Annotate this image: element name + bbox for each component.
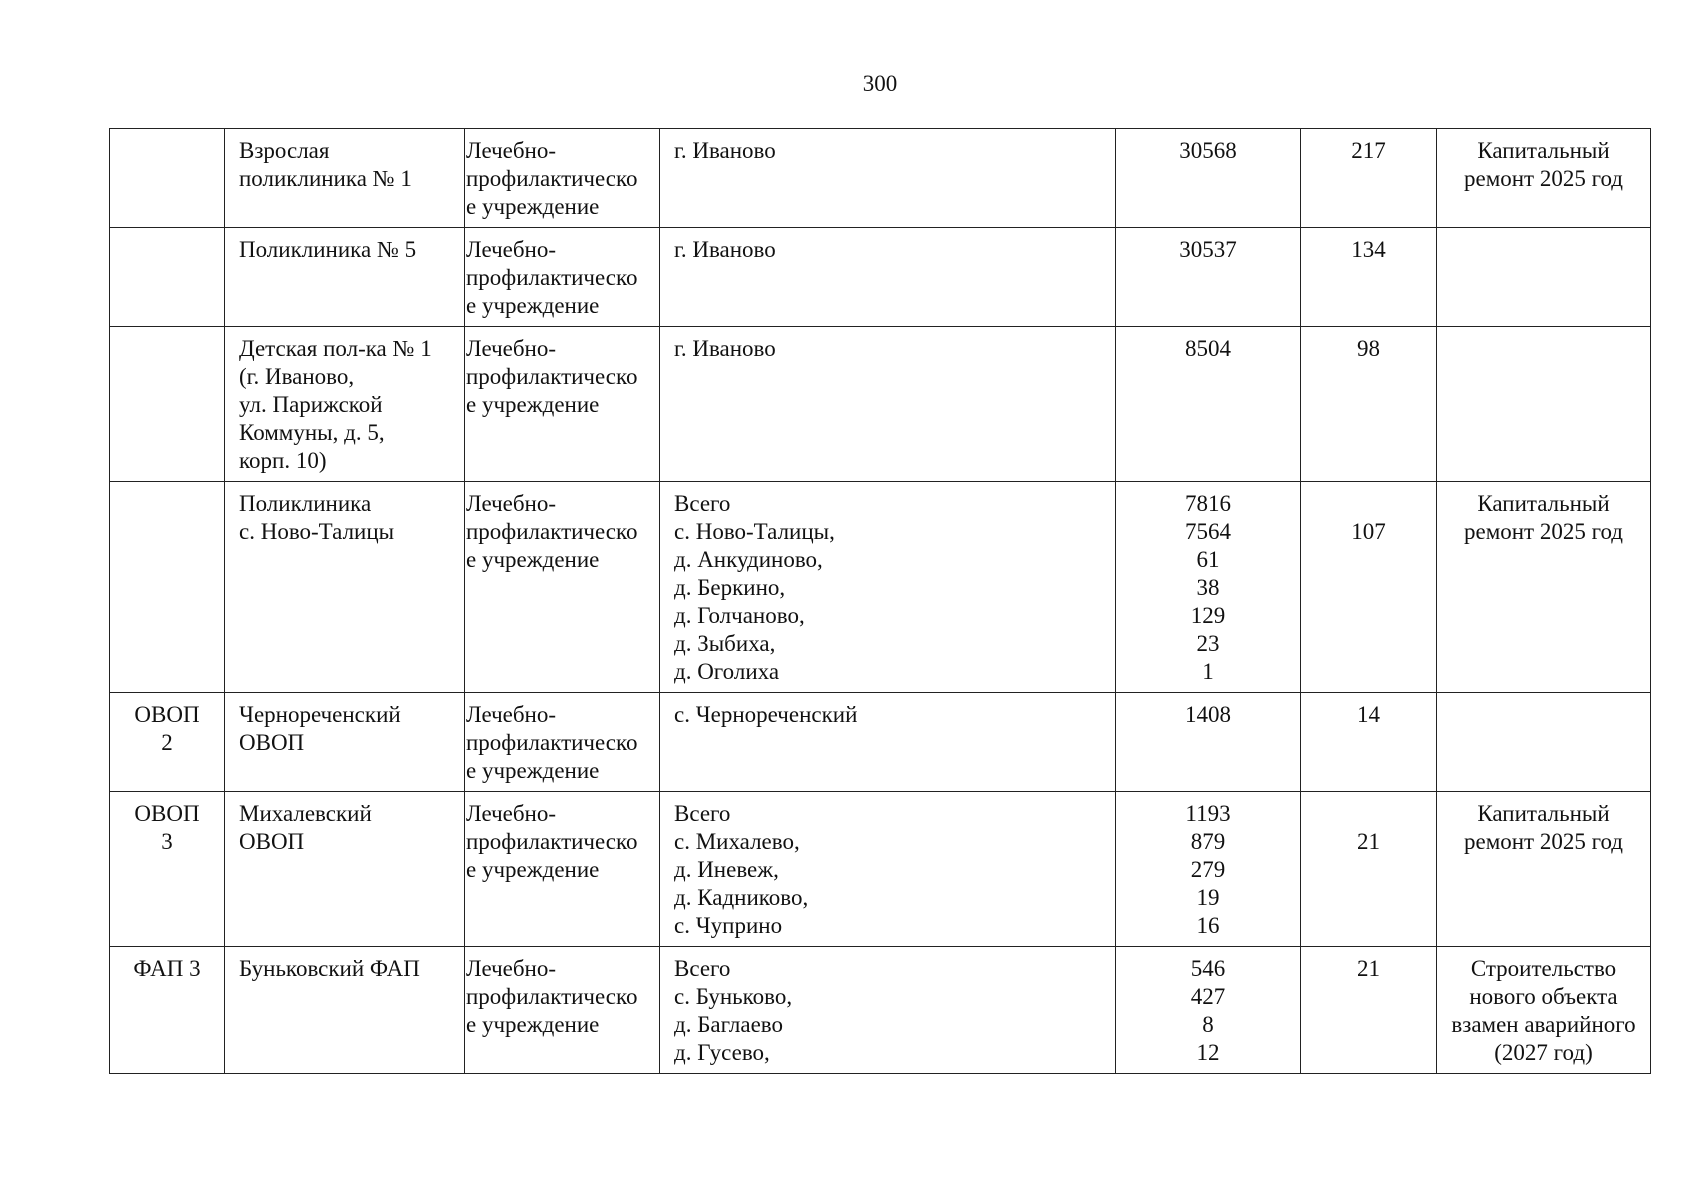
cell-facility-type-line: профилактическо [466,166,638,191]
cell-note-line: ремонт 2025 год [1463,166,1624,191]
cell-note-line: нового объекта [1469,984,1618,1009]
cell-capacity [1301,693,1437,792]
cell-population [1116,792,1301,947]
cell-facility-type-line: профилактическо [466,730,638,755]
cell-code-line: ОВОП [134,702,200,727]
cell-note [1437,482,1651,693]
cell-capacity-line: 21 [1357,829,1380,854]
cell-note-line: Строительство [1470,956,1617,981]
cell-capacity [1301,947,1437,1074]
cell-facility-name-line: Поликлиника [239,491,372,516]
cell-note-line: ремонт 2025 год [1463,829,1624,854]
cell-facility-name-line: корп. 10) [239,448,327,473]
cell-population-line: 12 [1196,1040,1220,1065]
cell-population-line: 427 [1190,984,1226,1009]
cell-capacity [1301,482,1437,693]
cell-note [1437,693,1651,792]
cell-facility-type [465,482,660,693]
cell-facility-name-line: Взрослая [239,138,330,163]
cell-facility-type-line: Лечебно- [466,702,557,727]
cell-population-line: 16 [1196,913,1220,938]
cell-population [1116,228,1301,327]
cell-locations-line: д. Зыбиха, [674,631,776,656]
cell-capacity [1301,228,1437,327]
cell-facility-type [465,129,660,228]
cell-code-line: ОВОП [134,801,200,826]
cell-population [1116,129,1301,228]
cell-facility-type [465,228,660,327]
cell-note-line: (2027 год) [1494,1040,1593,1065]
cell-facility-name [225,482,465,693]
cell-code [110,482,225,693]
cell-locations-line: с. Чуприно [674,913,783,938]
cell-facility-type-line: Лечебно- [466,237,557,262]
cell-locations-line: с. Чернореченский [674,702,858,727]
cell-locations-line: д. Беркино, [674,575,786,600]
cell-capacity-line: 217 [1351,138,1386,163]
cell-population-line: 30537 [1179,237,1237,262]
cell-population-line: 7564 [1185,519,1231,544]
cell-note-line: Капитальный [1477,491,1610,516]
cell-note-line: взамен аварийного [1451,1012,1636,1037]
cell-locations-line: д. Гусево, [674,1040,770,1065]
cell-facility-type-line: е учреждение [466,1012,600,1037]
cell-facility-type-line: профилактическо [466,265,638,290]
cell-population-line: 129 [1190,603,1226,628]
cell-locations-line: Всего [674,956,731,981]
cell-capacity-line: 107 [1351,519,1386,544]
cell-locations-line: г. Иваново [674,237,776,262]
cell-facility-name [225,792,465,947]
cell-population [1116,482,1301,693]
cell-facility-type [465,327,660,482]
cell-locations-line: д. Анкудиново, [674,547,823,572]
cell-note [1437,129,1651,228]
table-row [110,228,1651,327]
cell-locations-line: Всего [674,801,731,826]
cell-code [110,129,225,228]
cell-population-line: 19 [1196,885,1220,910]
cell-population-line: 546 [1190,956,1226,981]
cell-facility-type-line: Лечебно- [466,336,557,361]
cell-locations-line: г. Иваново [674,336,776,361]
cell-facility-name [225,947,465,1074]
cell-facility-name-line: Чернореченский [239,702,401,727]
cell-capacity-line: 21 [1357,956,1380,981]
cell-code [110,327,225,482]
cell-facility-type-line: Лечебно- [466,801,557,826]
cell-facility-name [225,129,465,228]
cell-facility-name-line: с. Ново-Талицы [239,519,395,544]
cell-facility-name-line: (г. Иваново, [239,364,355,389]
cell-facility-name-line: Буньковский ФАП [239,956,420,981]
table-row [110,693,1651,792]
cell-facility-name-line: ОВОП [239,829,305,854]
cell-capacity [1301,792,1437,947]
cell-facility-name-line: ОВОП [239,730,305,755]
cell-locations-line: с. Ново-Талицы, [674,519,835,544]
cell-facility-name [225,693,465,792]
table-row [110,947,1651,1074]
cell-facility-name [225,327,465,482]
table-body [110,129,1651,1074]
cell-facility-type-line: профилактическо [466,829,638,854]
cell-population-line: 8 [1202,1012,1214,1037]
cell-note-line: Капитальный [1477,801,1610,826]
cell-locations [660,129,1116,228]
cell-note [1437,792,1651,947]
cell-population-line: 279 [1190,857,1226,882]
cell-facility-name-line: поликлиника № 1 [239,166,412,191]
cell-facility-name [225,228,465,327]
cell-capacity-line: 14 [1357,702,1380,727]
cell-population-line: 38 [1196,575,1220,600]
cell-facility-type [465,693,660,792]
cell-population-line: 1 [1202,659,1214,684]
cell-population-line: 30568 [1179,138,1237,163]
cell-note [1437,327,1651,482]
cell-population-line: 23 [1196,631,1220,656]
cell-note [1437,228,1651,327]
page-number: 300 [862,71,898,96]
cell-facility-type-line: е учреждение [466,857,600,882]
cell-facility-type-line: профилактическо [466,519,638,544]
cell-locations [660,792,1116,947]
cell-locations [660,228,1116,327]
cell-facility-type-line: е учреждение [466,547,600,572]
cell-facility-type-line: профилактическо [466,984,638,1009]
cell-capacity [1301,129,1437,228]
cell-locations-line: с. Михалево, [674,829,800,854]
cell-locations-line: с. Буньково, [674,984,793,1009]
cell-population [1116,693,1301,792]
cell-code [110,693,225,792]
cell-code-line: 2 [161,730,173,755]
cell-code-line: 3 [161,829,173,854]
cell-note-line: Капитальный [1477,138,1610,163]
cell-facility-type-line: е учреждение [466,194,600,219]
cell-capacity-line: 134 [1351,237,1386,262]
cell-capacity-line: 98 [1357,336,1380,361]
cell-locations-line: д. Голчаново, [674,603,805,628]
cell-code [110,947,225,1074]
cell-capacity-line [1307,490,1430,518]
cell-population-line: 61 [1196,547,1220,572]
cell-facility-type-line: Лечебно- [466,138,557,163]
cell-capacity-line [1307,800,1430,828]
cell-facility-type-line: профилактическо [466,364,638,389]
cell-facility-type-line: Лечебно- [466,491,557,516]
cell-locations-line: д. Кадниково, [674,885,809,910]
cell-population-line: 879 [1190,829,1226,854]
cell-facility-name-line: Коммуны, д. 5, [239,420,385,445]
table-row [110,482,1651,693]
cell-locations [660,947,1116,1074]
table-row [110,129,1651,228]
cell-note [1437,947,1651,1074]
cell-capacity [1301,327,1437,482]
cell-facility-name-line: Поликлиника № 5 [239,237,417,262]
cell-facility-name-line: Михалевский [239,801,372,826]
table-row [110,327,1651,482]
cell-code [110,792,225,947]
cell-locations-line: Всего [674,491,731,516]
table-row [110,792,1651,947]
cell-locations [660,327,1116,482]
cell-facility-name-line: ул. Парижской [239,392,383,417]
cell-population [1116,327,1301,482]
cell-locations-line: д. Иневеж, [674,857,779,882]
cell-locations [660,482,1116,693]
cell-facility-type-line: е учреждение [466,392,600,417]
cell-population-line: 8504 [1185,336,1231,361]
cell-locations [660,693,1116,792]
cell-locations-line: д. Оголиха [674,659,780,684]
cell-facility-type-line: е учреждение [466,293,600,318]
cell-facility-type [465,947,660,1074]
cell-code [110,228,225,327]
cell-facility-name-line: Детская пол-ка № 1 [239,336,432,361]
cell-note-line: ремонт 2025 год [1463,519,1624,544]
cell-population-line: 1408 [1185,702,1231,727]
cell-facility-type-line: Лечебно- [466,956,557,981]
cell-facility-type [465,792,660,947]
cell-population [1116,947,1301,1074]
cell-locations-line: д. Баглаево [674,1012,783,1037]
cell-locations-line: г. Иваново [674,138,776,163]
cell-population-line: 7816 [1185,491,1231,516]
cell-population-line: 1193 [1185,801,1231,826]
cell-facility-type-line: е учреждение [466,758,600,783]
cell-code-line: ФАП 3 [133,956,201,981]
facilities-table [109,128,1651,1074]
